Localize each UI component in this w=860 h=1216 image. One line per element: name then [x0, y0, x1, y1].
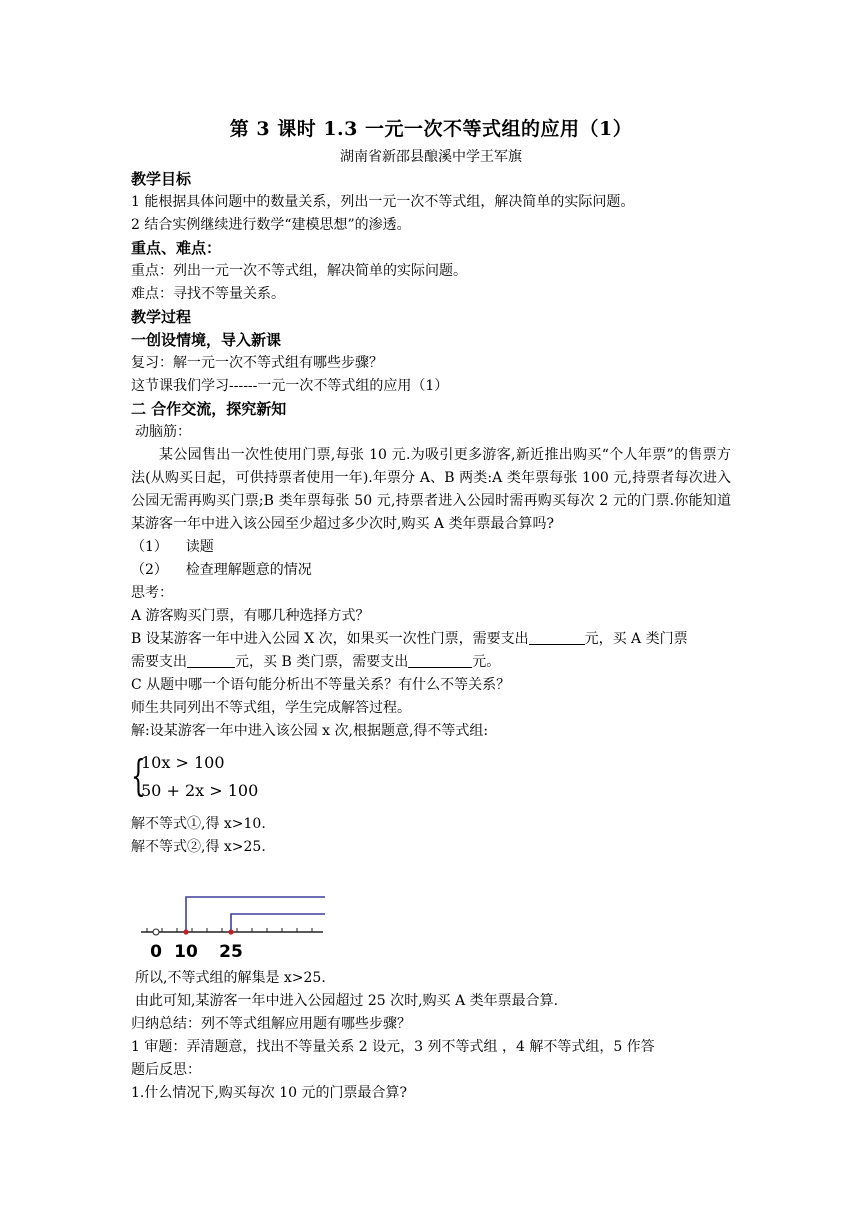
review-line: 复习：解一元一次不等式组有哪些步骤？ [131, 355, 383, 371]
key-point: 重点：列出一元一次不等式组，解决简单的实际问题。 [131, 263, 467, 279]
step-1-number: （1） [131, 539, 168, 555]
question-b-part2: 元，买 A 类门票 [584, 631, 688, 647]
summary-line: 归纳总结：列不等式组解应用题有哪些步骤？ [131, 1016, 411, 1032]
solution-ray-25 [231, 914, 325, 932]
label-0: 0 [150, 942, 162, 962]
number-line-svg [131, 859, 331, 967]
question-b-line2 [131, 651, 731, 674]
steps-line: 1 审题：弄清题意，找出不等量关系 2 设元，3 列不等式组 ，4 解不等式组，5 作答 [131, 1039, 655, 1055]
blank-2 [187, 652, 235, 668]
question-b-part4: 元，买 B 类门票，需要支出 [235, 654, 409, 670]
step-2-number: （2） [131, 562, 168, 578]
label-25: 25 [219, 942, 243, 962]
inequality-1: 10x > 100 [141, 753, 225, 772]
solution-intro: 解:设某游客一年中进入该公园 x 次,根据题意,得不等式组: [131, 723, 489, 739]
question-b-line1 [131, 628, 731, 651]
question-c: C 从题中哪一个语句能分析出不等量关系？有什么不等关系？ [131, 677, 511, 693]
point-10 [183, 929, 188, 934]
part2-heading: 二 合作交流，探究新知 [131, 400, 287, 418]
brainstorm-label: 动脑筋： [135, 424, 191, 440]
lesson-line: 这节课我们学习------一元一次不等式组的应用（1） [131, 378, 449, 394]
question-a: A 游客购买门票，有哪几种选择方式？ [131, 608, 370, 624]
difficulty: 难点：寻找不等量关系。 [131, 286, 285, 302]
step-1-text: 读题 [185, 539, 214, 555]
think-label: 思考： [131, 585, 173, 601]
goal-2: 2 结合实例继续进行数学“建模思想”的渗透。 [131, 217, 411, 233]
origin-point [153, 929, 159, 935]
key-difficulty-heading: 重点、难点： [131, 239, 222, 257]
question-b-part1: B 设某游客一年中进入公园 X 次，如果买一次性门票，需要支出 [131, 631, 529, 647]
conclusion-2: 由此可知,某游客一年中进入公园超过 25 次时,购买 A 类年票最合算. [135, 993, 559, 1009]
number-line-figure [131, 859, 731, 967]
question-b-part3: 需要支出 [131, 654, 187, 670]
solve-inequality-1: 解不等式①,得 x>10. [131, 816, 266, 832]
process-heading: 教学过程 [131, 308, 192, 326]
step-1 [131, 536, 731, 559]
together-line: 师生共同列出不等式组，学生完成解答过程。 [131, 700, 411, 716]
goal-1: 1 能根据具体问题中的数量关系，列出一元一次不等式组，解决简单的实际问题。 [131, 194, 635, 210]
part1-heading: 一创设情境，导入新课 [131, 331, 282, 349]
problem-paragraph: 某公园售出一次性使用门票,每张 10 元.为吸引更多游客,新近推出购买“个人年票”的售票方法(从购买日起，可供持票者使用一年).年票分 A、B 两类:A 类年票每张 100 元,持票者每次进入公园无需再购买门票;B 类年票每张 50 元,持票者进入公园时需再购买每次 2 元的门票.你能知道某游客一年中进入该公园至少超过多少次时,购买 A 类年票最合算吗? [131, 447, 731, 532]
question-b-part5: 元。 [472, 654, 501, 670]
conclusion-1: 所以,不等式组的解集是 x>25. [135, 970, 326, 986]
point-25 [228, 929, 233, 934]
inequality-system [131, 749, 731, 811]
blank-3 [408, 652, 472, 668]
document-page [131, 112, 731, 1105]
step-2 [131, 559, 731, 582]
solve-inequality-2: 解不等式②,得 x>25. [131, 839, 266, 855]
reflection-label: 题后反思： [131, 1062, 201, 1078]
step-2-text: 检查理解题意的情况 [185, 562, 312, 578]
goals-heading: 教学目标 [131, 170, 192, 188]
label-10: 10 [174, 942, 198, 962]
inequality-2: 50 + 2x > 100 [141, 781, 259, 800]
blank-1 [529, 629, 585, 645]
reflection-question-1: 1.什么情况下,购买每次 10 元的门票最合算? [131, 1085, 408, 1101]
document-title: 第 3 课时 1.3 一元一次不等式组的应用（1） [229, 118, 633, 140]
author-line: 湖南省新邵县酿溪中学王军旗 [340, 149, 522, 165]
left-brace: { [131, 751, 146, 800]
